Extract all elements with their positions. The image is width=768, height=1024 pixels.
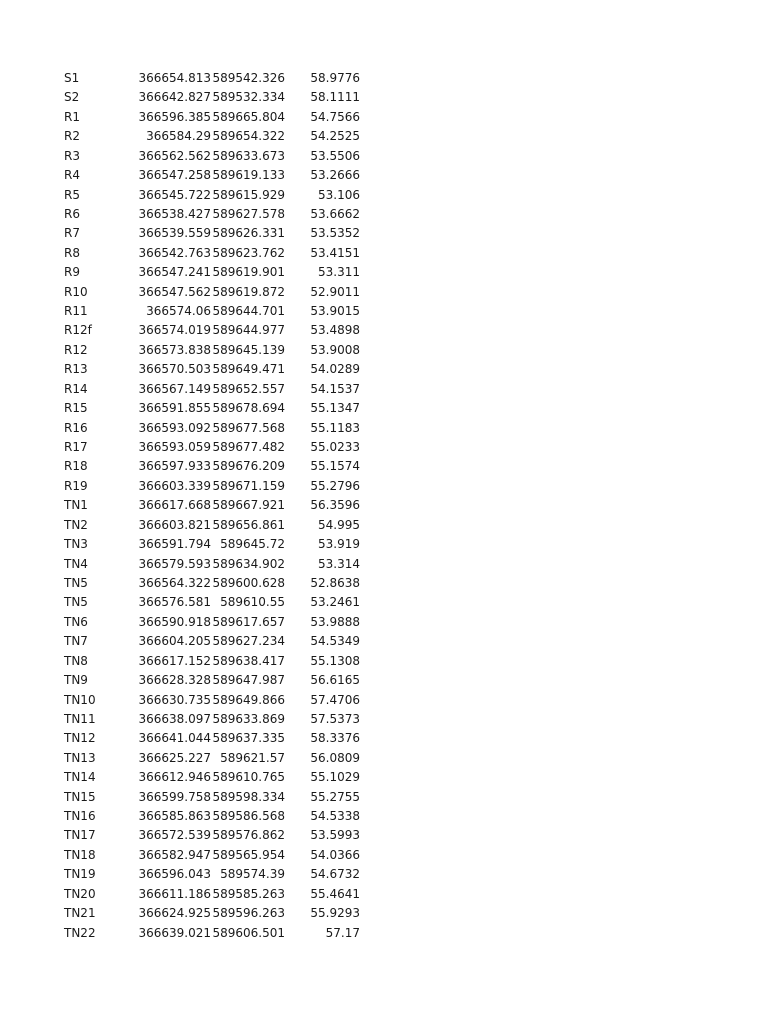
table-row bbox=[0, 283, 768, 302]
elevation-cell: 54.0366 bbox=[310, 847, 360, 862]
northing-cell: 589598.334 bbox=[212, 789, 285, 804]
elevation-cell: 53.9008 bbox=[310, 342, 360, 357]
easting-cell: 366617.152 bbox=[138, 653, 211, 668]
elevation-cell: 54.5349 bbox=[310, 634, 360, 649]
northing-cell: 589532.334 bbox=[212, 90, 285, 105]
elevation-cell: 54.0289 bbox=[310, 362, 360, 377]
table-row bbox=[0, 865, 768, 884]
table-row bbox=[0, 360, 768, 379]
point-id-cell: S1 bbox=[64, 71, 80, 85]
point-id-cell: TN10 bbox=[64, 692, 96, 707]
northing-cell: 589617.657 bbox=[212, 614, 285, 629]
point-id-cell: TN8 bbox=[64, 653, 88, 668]
easting-cell: 366572.539 bbox=[138, 828, 211, 843]
table-row bbox=[0, 166, 768, 185]
northing-cell: 589627.234 bbox=[212, 634, 285, 649]
point-id-cell: TN7 bbox=[64, 634, 88, 649]
table-row bbox=[0, 419, 768, 438]
elevation-cell: 53.106 bbox=[318, 187, 360, 202]
easting-cell: 366576.581 bbox=[138, 595, 211, 610]
table-row bbox=[0, 127, 768, 146]
table-row bbox=[0, 69, 768, 88]
elevation-cell: 53.9888 bbox=[310, 614, 360, 629]
northing-cell: 589637.335 bbox=[212, 731, 285, 746]
easting-cell: 366567.149 bbox=[138, 381, 211, 396]
table-row bbox=[0, 632, 768, 651]
easting-cell: 366597.933 bbox=[138, 459, 211, 474]
point-id-cell: R10 bbox=[64, 284, 88, 299]
table-row bbox=[0, 768, 768, 787]
elevation-cell: 54.2525 bbox=[310, 129, 360, 144]
easting-cell: 366574.06 bbox=[146, 304, 211, 319]
table-row bbox=[0, 438, 768, 457]
elevation-cell: 53.919 bbox=[318, 537, 360, 552]
point-id-cell: S2 bbox=[64, 90, 80, 105]
easting-cell: 366591.794 bbox=[138, 537, 211, 552]
elevation-cell: 58.9776 bbox=[310, 71, 360, 85]
easting-cell: 366603.821 bbox=[138, 517, 211, 532]
easting-cell: 366573.838 bbox=[138, 342, 211, 357]
elevation-cell: 54.7566 bbox=[310, 109, 360, 124]
point-id-cell: R1 bbox=[64, 109, 80, 124]
table-row bbox=[0, 341, 768, 360]
northing-cell: 589656.861 bbox=[212, 517, 285, 532]
easting-cell: 366628.328 bbox=[138, 673, 211, 688]
easting-cell: 366585.863 bbox=[138, 809, 211, 824]
elevation-cell: 55.1029 bbox=[310, 770, 360, 785]
point-id-cell: TN11 bbox=[64, 711, 96, 726]
northing-cell: 589667.921 bbox=[212, 498, 285, 513]
elevation-cell: 53.2461 bbox=[310, 595, 360, 610]
elevation-cell: 54.5338 bbox=[310, 809, 360, 824]
point-id-cell: TN13 bbox=[64, 750, 96, 765]
elevation-cell: 53.4151 bbox=[310, 245, 360, 260]
point-id-cell: TN4 bbox=[64, 556, 88, 571]
elevation-cell: 55.1308 bbox=[310, 653, 360, 668]
table-row bbox=[0, 749, 768, 768]
table-row bbox=[0, 826, 768, 845]
point-id-cell: TN16 bbox=[64, 809, 96, 824]
point-id-cell: R12 bbox=[64, 342, 88, 357]
table-row bbox=[0, 477, 768, 496]
point-id-cell: TN6 bbox=[64, 614, 88, 629]
northing-cell: 589644.701 bbox=[212, 304, 285, 319]
table-row bbox=[0, 710, 768, 729]
easting-cell: 366593.059 bbox=[138, 440, 211, 455]
point-id-cell: R5 bbox=[64, 187, 80, 202]
table-row bbox=[0, 186, 768, 205]
elevation-cell: 57.5373 bbox=[310, 711, 360, 726]
easting-cell: 366596.385 bbox=[138, 109, 211, 124]
easting-cell: 366590.918 bbox=[138, 614, 211, 629]
elevation-cell: 53.4898 bbox=[310, 323, 360, 338]
elevation-cell: 55.1574 bbox=[310, 459, 360, 474]
easting-cell: 366547.562 bbox=[138, 284, 211, 299]
point-id-cell: TN19 bbox=[64, 867, 96, 882]
table-row bbox=[0, 108, 768, 127]
data-table bbox=[0, 69, 768, 943]
elevation-cell: 55.2796 bbox=[310, 478, 360, 493]
northing-cell: 589610.55 bbox=[220, 595, 285, 610]
table-row bbox=[0, 885, 768, 904]
northing-cell: 589676.209 bbox=[212, 459, 285, 474]
table-row bbox=[0, 302, 768, 321]
northing-cell: 589647.987 bbox=[212, 673, 285, 688]
northing-cell: 589654.322 bbox=[212, 129, 285, 144]
easting-cell: 366611.186 bbox=[138, 886, 211, 901]
northing-cell: 589677.568 bbox=[212, 420, 285, 435]
point-id-cell: R6 bbox=[64, 206, 80, 221]
table-row bbox=[0, 555, 768, 574]
point-id-cell: R14 bbox=[64, 381, 88, 396]
table-row bbox=[0, 593, 768, 612]
northing-cell: 589665.804 bbox=[212, 109, 285, 124]
northing-cell: 589576.862 bbox=[212, 828, 285, 843]
table-row bbox=[0, 535, 768, 554]
table-row bbox=[0, 729, 768, 748]
easting-cell: 366584.29 bbox=[146, 129, 211, 144]
table-row bbox=[0, 807, 768, 826]
easting-cell: 366547.258 bbox=[138, 168, 211, 183]
easting-cell: 366617.668 bbox=[138, 498, 211, 513]
table-row bbox=[0, 924, 768, 943]
point-id-cell: TN2 bbox=[64, 517, 88, 532]
northing-cell: 589586.568 bbox=[212, 809, 285, 824]
elevation-cell: 53.314 bbox=[318, 556, 360, 571]
easting-cell: 366542.763 bbox=[138, 245, 211, 260]
table-row bbox=[0, 205, 768, 224]
elevation-cell: 53.2666 bbox=[310, 168, 360, 183]
elevation-cell: 55.2755 bbox=[310, 789, 360, 804]
northing-cell: 589596.263 bbox=[212, 906, 285, 921]
table-row bbox=[0, 613, 768, 632]
elevation-cell: 56.3596 bbox=[310, 498, 360, 513]
point-id-cell: R11 bbox=[64, 304, 88, 319]
point-id-cell: R13 bbox=[64, 362, 88, 377]
point-id-cell: TN15 bbox=[64, 789, 96, 804]
easting-cell: 366562.562 bbox=[138, 148, 211, 163]
northing-cell: 589619.133 bbox=[212, 168, 285, 183]
elevation-cell: 58.3376 bbox=[310, 731, 360, 746]
easting-cell: 366574.019 bbox=[138, 323, 211, 338]
elevation-cell: 53.5993 bbox=[310, 828, 360, 843]
point-id-cell: R16 bbox=[64, 420, 88, 435]
point-id-cell: TN1 bbox=[64, 498, 88, 513]
elevation-cell: 53.9015 bbox=[310, 304, 360, 319]
point-id-cell: TN22 bbox=[64, 925, 96, 940]
point-id-cell: TN9 bbox=[64, 673, 88, 688]
easting-cell: 366545.722 bbox=[138, 187, 211, 202]
table-row bbox=[0, 321, 768, 340]
point-id-cell: R2 bbox=[64, 129, 80, 144]
point-id-cell: TN20 bbox=[64, 886, 96, 901]
northing-cell: 589615.929 bbox=[212, 187, 285, 202]
easting-cell: 366603.339 bbox=[138, 478, 211, 493]
table-row bbox=[0, 516, 768, 535]
table-row bbox=[0, 904, 768, 923]
northing-cell: 589678.694 bbox=[212, 401, 285, 416]
elevation-cell: 57.17 bbox=[325, 925, 360, 940]
easting-cell: 366625.227 bbox=[138, 750, 211, 765]
easting-cell: 366579.593 bbox=[138, 556, 211, 571]
easting-cell: 366538.427 bbox=[138, 206, 211, 221]
northing-cell: 589633.869 bbox=[212, 711, 285, 726]
elevation-cell: 54.1537 bbox=[310, 381, 360, 396]
elevation-cell: 52.9011 bbox=[310, 284, 360, 299]
elevation-cell: 55.1183 bbox=[310, 420, 360, 435]
point-id-cell: R3 bbox=[64, 148, 80, 163]
easting-cell: 366596.043 bbox=[138, 867, 211, 882]
northing-cell: 589626.331 bbox=[212, 226, 285, 241]
point-id-cell: TN12 bbox=[64, 731, 96, 746]
northing-cell: 589610.765 bbox=[212, 770, 285, 785]
table-row bbox=[0, 263, 768, 282]
easting-cell: 366539.559 bbox=[138, 226, 211, 241]
table-row bbox=[0, 496, 768, 515]
elevation-cell: 57.4706 bbox=[310, 692, 360, 707]
northing-cell: 589649.866 bbox=[212, 692, 285, 707]
northing-cell: 589619.901 bbox=[212, 265, 285, 280]
northing-cell: 589677.482 bbox=[212, 440, 285, 455]
point-id-cell: R4 bbox=[64, 168, 80, 183]
elevation-cell: 53.6662 bbox=[310, 206, 360, 221]
easting-cell: 366642.827 bbox=[138, 90, 211, 105]
northing-cell: 589634.902 bbox=[212, 556, 285, 571]
easting-cell: 366570.503 bbox=[138, 362, 211, 377]
point-id-cell: TN5 bbox=[64, 575, 88, 590]
elevation-cell: 58.1111 bbox=[310, 90, 360, 105]
easting-cell: 366630.735 bbox=[138, 692, 211, 707]
northing-cell: 589645.72 bbox=[220, 537, 285, 552]
elevation-cell: 53.5506 bbox=[310, 148, 360, 163]
point-id-cell: R19 bbox=[64, 478, 88, 493]
easting-cell: 366638.097 bbox=[138, 711, 211, 726]
point-id-cell: TN21 bbox=[64, 906, 96, 921]
elevation-cell: 55.0233 bbox=[310, 440, 360, 455]
northing-cell: 589606.501 bbox=[212, 925, 285, 940]
table-row bbox=[0, 788, 768, 807]
easting-cell: 366604.205 bbox=[138, 634, 211, 649]
easting-cell: 366593.092 bbox=[138, 420, 211, 435]
easting-cell: 366612.946 bbox=[138, 770, 211, 785]
point-id-cell: R15 bbox=[64, 401, 88, 416]
table-row bbox=[0, 380, 768, 399]
elevation-cell: 56.6165 bbox=[310, 673, 360, 688]
northing-cell: 589645.139 bbox=[212, 342, 285, 357]
elevation-cell: 55.9293 bbox=[310, 906, 360, 921]
elevation-cell: 56.0809 bbox=[310, 750, 360, 765]
table-row bbox=[0, 147, 768, 166]
easting-cell: 366564.322 bbox=[138, 575, 211, 590]
table-row bbox=[0, 574, 768, 593]
table-row bbox=[0, 671, 768, 690]
northing-cell: 589623.762 bbox=[212, 245, 285, 260]
northing-cell: 589638.417 bbox=[212, 653, 285, 668]
elevation-cell: 54.995 bbox=[318, 517, 360, 532]
easting-cell: 366582.947 bbox=[138, 847, 211, 862]
point-id-cell: R17 bbox=[64, 440, 88, 455]
northing-cell: 589619.872 bbox=[212, 284, 285, 299]
northing-cell: 589627.578 bbox=[212, 206, 285, 221]
elevation-cell: 54.6732 bbox=[310, 867, 360, 882]
table-row bbox=[0, 399, 768, 418]
northing-cell: 589585.263 bbox=[212, 886, 285, 901]
easting-cell: 366599.758 bbox=[138, 789, 211, 804]
easting-cell: 366591.855 bbox=[138, 401, 211, 416]
point-id-cell: TN17 bbox=[64, 828, 96, 843]
northing-cell: 589649.471 bbox=[212, 362, 285, 377]
table-row bbox=[0, 244, 768, 263]
point-id-cell: TN18 bbox=[64, 847, 96, 862]
point-id-cell: R18 bbox=[64, 459, 88, 474]
point-id-cell: R9 bbox=[64, 265, 80, 280]
table-row bbox=[0, 691, 768, 710]
table-row bbox=[0, 224, 768, 243]
elevation-cell: 52.8638 bbox=[310, 575, 360, 590]
point-id-cell: R12f bbox=[64, 323, 92, 338]
northing-cell: 589600.628 bbox=[212, 575, 285, 590]
northing-cell: 589621.57 bbox=[220, 750, 285, 765]
point-id-cell: R8 bbox=[64, 245, 80, 260]
point-id-cell: TN5 bbox=[64, 595, 88, 610]
table-row bbox=[0, 652, 768, 671]
table-row bbox=[0, 457, 768, 476]
point-id-cell: R7 bbox=[64, 226, 80, 241]
elevation-cell: 53.5352 bbox=[310, 226, 360, 241]
elevation-cell: 55.1347 bbox=[310, 401, 360, 416]
table-row bbox=[0, 88, 768, 107]
easting-cell: 366639.021 bbox=[138, 925, 211, 940]
elevation-cell: 55.4641 bbox=[310, 886, 360, 901]
point-id-cell: TN14 bbox=[64, 770, 96, 785]
northing-cell: 589574.39 bbox=[220, 867, 285, 882]
northing-cell: 589542.326 bbox=[212, 71, 285, 85]
northing-cell: 589671.159 bbox=[212, 478, 285, 493]
table-row bbox=[0, 846, 768, 865]
northing-cell: 589565.954 bbox=[212, 847, 285, 862]
easting-cell: 366547.241 bbox=[138, 265, 211, 280]
easting-cell: 366624.925 bbox=[138, 906, 211, 921]
easting-cell: 366654.813 bbox=[138, 71, 211, 85]
northing-cell: 589652.557 bbox=[212, 381, 285, 396]
northing-cell: 589633.673 bbox=[212, 148, 285, 163]
point-id-cell: TN3 bbox=[64, 537, 88, 552]
elevation-cell: 53.311 bbox=[318, 265, 360, 280]
easting-cell: 366641.044 bbox=[138, 731, 211, 746]
northing-cell: 589644.977 bbox=[212, 323, 285, 338]
